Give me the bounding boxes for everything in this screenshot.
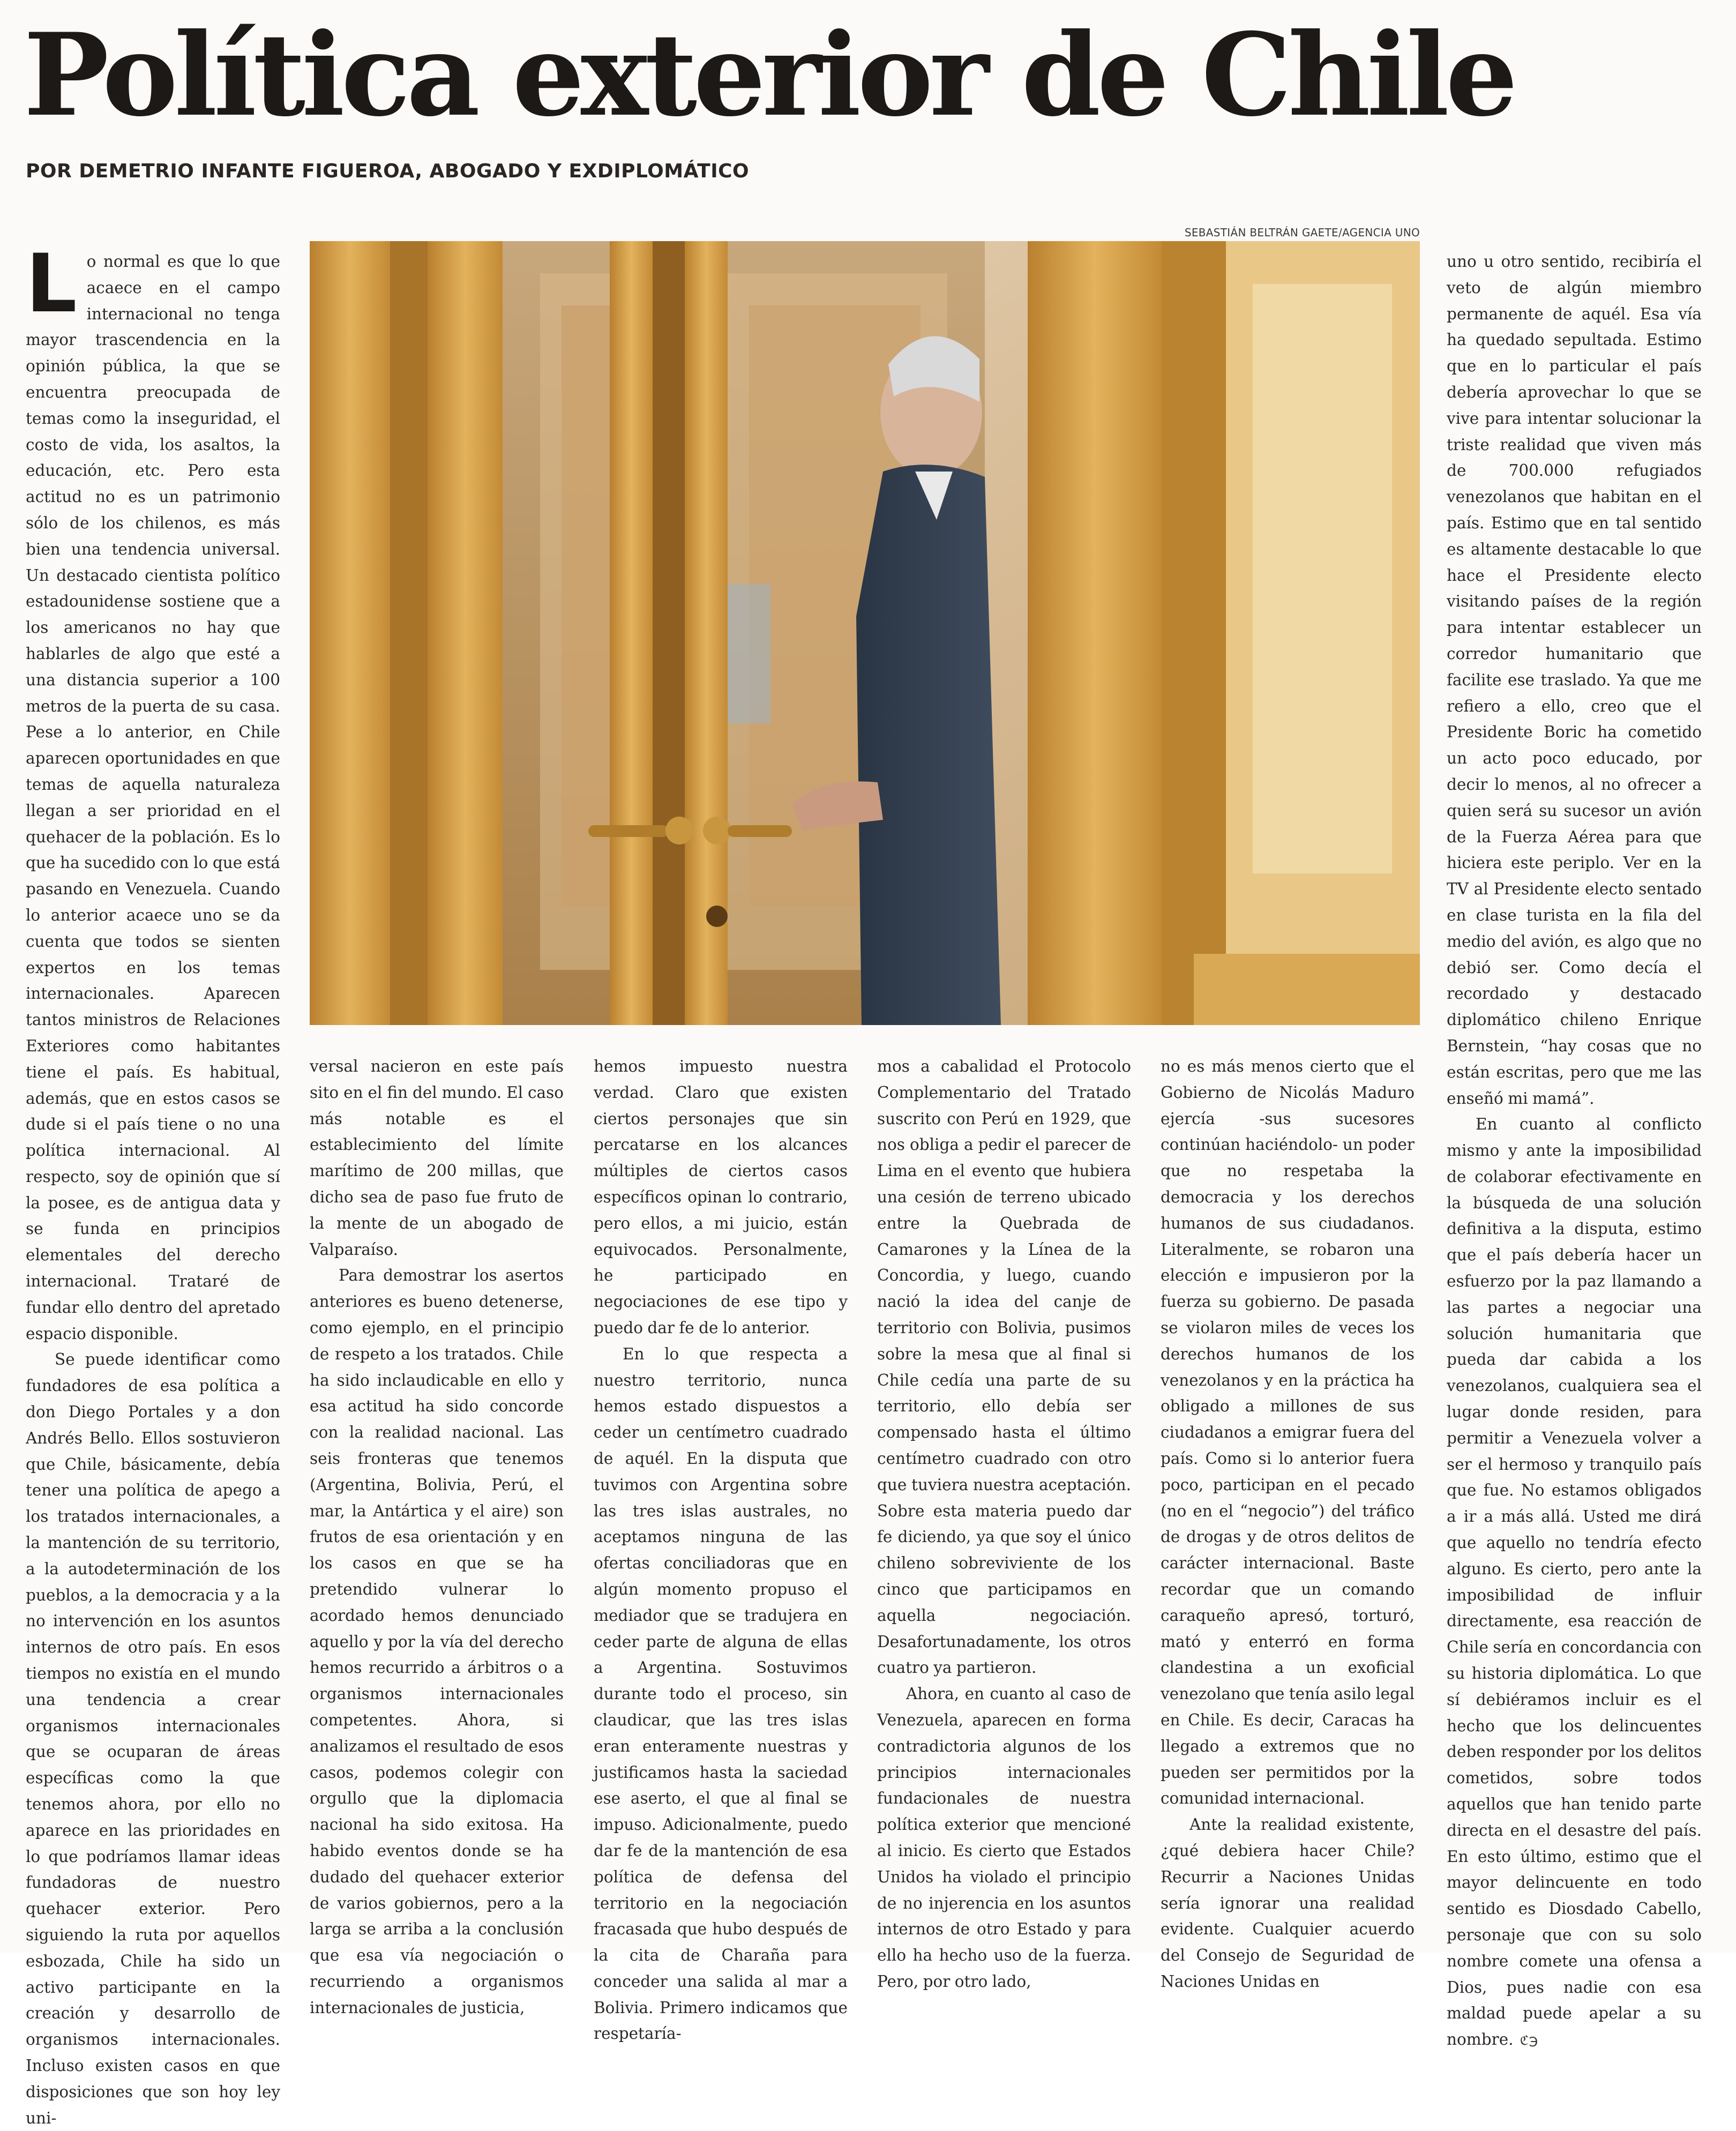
end-mark: ℭ℈ [1520, 2033, 1538, 2048]
article-column-3 [594, 1053, 848, 2043]
column-3-paragraph-1: hemos impuesto nuestra verdad. Claro que existen ciertos personajes que sin percatarse en los alcances múltiples de ciertos casos específicos opinan lo contrario, pero ellos, a mi juicio, están equivocados. Personalmente, he participado en negociaciones de ese tipo y puedo dar fe de lo anterior. [594, 1057, 848, 1337]
photo-illustration [310, 241, 1420, 1025]
column-6-paragraph-1: uno u otro sentido, recibiría el veto de algún miembro permanente de aquél. Esa vía ha quedado sepultada. Estimo que en lo particular el país debería aprovechar lo que se vive para intentar solucionar la triste realidad que viven más de 700.000 refugiados venezolanos que habitan en el país. Estimo que en tal sentido es altamente destacable lo que hace el Presidente electo visitando países de la región para intentar establecer un corredor humanitario que facilite ese traslado. Ya que me refiero a ello, creo que el Presidente Boric ha cometido un acto poco educado, por decir lo menos, al no ofrecer a quien será su sucesor un avión de la Fuerza Aérea para que hiciera este periplo. Ver en la TV al Presidente electo sentado en clase turista en la fila del medio del avión, es algo que no debió ser. Como decía el recordado y destacado diplomático chileno Enrique Bernstein, “hay cosas que no están escritas, pero que me las enseñó mi mamá”. [1447, 252, 1702, 1108]
column-6-paragraph-2-text: En cuanto al conflicto mismo y ante la imposibilidad de colaborar efectivamente en la búsqueda de una solución definitiva a la disputa, estimo que el país debería hacer un esfuerzo por la paz llamando a las partes a negociar una solución humanitaria que pueda dar cabida a los venezolanos, cualquiera sea el lugar donde residen, para permitir a Venezuela volver a ser el hermoso y tranquilo país que fue. No estamos obligados a ir a más allá. Usted me dirá que aquello no tendría efecto alguno. Es cierto, pero ante la imposibilidad de influir directamente, esa reacción de Chile sería en concordancia con su historia diplomática. Lo que sí debiéramos incluir es el hecho que los delincuentes deben responder por los delitos cometidos, sobre todos aquellos que han tenido parte directa en el desastre del país. En esto último, estimo que el mayor delincuente en todo sentido es Diosdado Cabello, personaje que con su solo nombre comete una ofensa a Dios, pues nadie con esa maldad puede apelar a su nombre. [1447, 1115, 1702, 2049]
column-5-paragraph-2: Ante la realidad existente, ¿qué debiera hacer Chile? Recurrir a Naciones Unidas sería ignorar una realidad evidente. Cualquier acuerdo del Consejo de Seguridad de Naciones Unidas en [1161, 1815, 1415, 1991]
article-column-1 [26, 237, 280, 2127]
byline: POR DEMETRIO INFANTE FIGUEROA, ABOGADO Y EXDIPLOMÁTICO [26, 160, 750, 182]
headline: Política exterior de Chile [24, 8, 1514, 141]
article-column-2 [310, 1053, 564, 2017]
column-1-paragraph-2: Se puede identificar como fundadores de esa política a don Diego Portales y a don Andrés Bello. Ellos sostuvieron que Chile, básicamente, debía tener una política de apego a los tratados internacionales, a la mantención de su territorio, a la autodeterminación de los pueblos, a la democracia y a la no intervención en los asuntos internos de otro país. En esos tiempos no existía en el mundo una tendencia a crear organismos internacionales que se ocuparan de áreas específicas como la que tenemos ahora, por ello no aparece en las prioridades en lo que podríamos llamar ideas fundadoras de nuestro quehacer exterior. Pero siguiendo la ruta por aquellos esbozada, Chile ha sido un activo participante en la creación y desarrollo de organismos internacionales. Incluso existen casos en que disposiciones que son hoy ley uni- [26, 1350, 280, 2127]
photo-credit: SEBASTIÁN BELTRÁN GAETE/AGENCIA UNO [1184, 226, 1420, 239]
article-column-4 [877, 1053, 1131, 1991]
column-5-paragraph-1: no es más menos cierto que el Gobierno de Nicolás Maduro ejercía -sus sucesores continúan haciéndolo- un poder que no respetaba la democracia y los derechos humanos de sus ciudadanos. Literalmente, se robaron una elección e impusieron por la fuerza su gobierno. De pasada se violaron miles de veces los derechos humanos de los venezolanos y en la práctica ha obligado a millones de sus ciudadanos a emigrar fuera del país. Como si lo anterior fuera poco, participan en el pecado (no en el “negocio”) del tráfico de drogas y de otros delitos de carácter internacional. Baste recordar que un comando caraqueño apresó, torturó, mató y enterró en forma clandestina a un exoficial venezolano que tenía asilo legal en Chile. Es decir, Caracas ha llegado a extremos que no pueden ser permitidos por la comunidad internacional. [1161, 1057, 1415, 1808]
column-1-paragraph-1-text: o normal es que lo que acaece en el campo internacional no tenga mayor trascendencia en la opinión pública, la que se encuentra preocupada de temas como la inseguridad, el costo de vida, los asaltos, la educación, etc. Pero esta actitud no es un patrimonio sólo de los chilenos, es más bien una tendencia universal. Un destacado cientista político estadounidense sostiene que a los americanos no hay que hablarles de algo que esté a una distancia superior a 100 metros de la puerta de su casa. Pese a lo anterior, en Chile aparecen oportunidades en que temas de aquella naturaleza llegan a ser prioridad en el quehacer de la población. Es lo que ha sucedido con lo que está pasando en Venezuela. Cuando lo anterior acaece uno se da cuenta que todos se sienten expertos en los temas internacionales. Aparecen tantos ministros de Relaciones Exteriores como habitantes tiene el país. Es habitual, además, que en estos casos se dude si el país tiene o no una política internacional. Al respecto, soy de opinión que sí la posee, es de antigua data y se funda en principios elementales del derecho internacional. Trataré de fundar ello dentro del apretado espacio disponible. [26, 252, 280, 1343]
column-3-paragraph-2: En lo que respecta a nuestro territorio, nunca hemos estado dispuestos a ceder un centímetro cuadrado de aquél. En la disputa que tuvimos con Argentina sobre las tres islas australes, no aceptamos ninguna de las ofertas conciliadoras que en algún momento propuso el mediador que se tradujera en ceder parte de alguna de ellas a Argentina. Sostuvimos durante todo el proceso, sin claudicar, que las tres islas eran enteramente nuestras y justificamos hasta la saciedad ese aserto, el que al final se impuso. Adicionalmente, puedo dar fe de la mantención de esa política de defensa del territorio en la negociación fracasada que hubo después de la cita de Charaña para conceder una salida al mar a Bolivia. Primero indicamos que respetaría- [594, 1344, 848, 2043]
column-4-paragraph-2: Ahora, en cuanto al caso de Venezuela, aparecen en forma contradictoria algunos de los principios internacionales fundacionales de nuestra política exterior que mencioné al inicio. Es cierto que Estados Unidos ha violado el principio de no injerencia en los asuntos internos de otro Estado y para ello ha hecho uso de la fuerza. Pero, por otro lado, [877, 1685, 1131, 1991]
column-6-paragraph-2 [1447, 1111, 1702, 2054]
article-column-5 [1161, 1053, 1415, 1991]
article-photo [310, 241, 1420, 1025]
column-2-paragraph-1: versal nacieron en este país sito en el fin del mundo. El caso más notable es el establecimiento del límite marítimo de 200 millas, que dicho sea de paso fue fruto de la mente de un abogado de Valparaíso. [310, 1057, 564, 1259]
article-column-6 [1447, 249, 1702, 2049]
column-4-paragraph-1: mos a cabalidad el Protocolo Complementario del Tratado suscrito con Perú en 1929, que nos obliga a pedir el parecer de Lima en el evento que hubiera una cesión de terreno ubicado entre la Quebrada de Camarones y la Línea de la Concordia, y luego, cuando nació la idea del canje de territorio con Bolivia, pusimos sobre la mesa que al final si Chile cedía una parte de su territorio, ello debía ser compensado hasta el último centímetro cuadrado con otro que tuviera nuestra aceptación. Sobre esta materia puedo dar fe diciendo, ya que soy el único chileno sobreviviente de los cinco que participamos en aquella negociación. Desafortunadamente, los otros cuatro ya partieron. [877, 1057, 1131, 1677]
drop-cap: L [26, 237, 77, 331]
column-1-paragraph-1 [26, 237, 280, 1347]
column-2-paragraph-2: Para demostrar los asertos anteriores es bueno detenerse, como ejemplo, en el principio de respeto a los tratados. Chile ha sido inclaudicable en ello y esa actitud ha sido concorde con la realidad nacional. Las seis fronteras que tenemos (Argentina, Bolivia, Perú, el mar, la Antártica y el aire) son frutos de esa orientación y en los casos en que se ha pretendido vulnerar lo acordado hemos denunciado aquello y por la vía del derecho hemos recurrido a árbitros o a organismos internacionales competentes. Ahora, si analizamos el resultado de esos casos, podemos colegir con orgullo que la diplomacia nacional ha sido exitosa. Ha habido eventos donde se ha dudado del quehacer exterior de varios gobiernos, pero a la larga se arriba a la conclusión que esa vía negociación o recurriendo a organismos internacionales de justicia, [310, 1266, 564, 2017]
